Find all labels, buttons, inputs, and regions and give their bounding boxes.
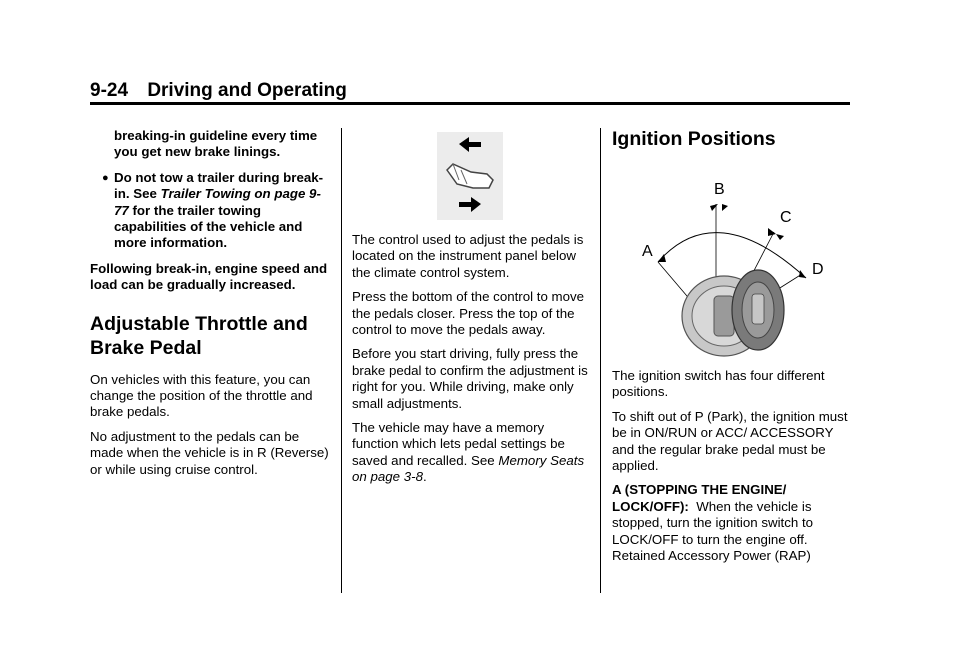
paragraph: Before you start driving, fully press the brake pedal to confirm the adjustment is right for you. While driving, make only small adjustments.	[352, 346, 588, 411]
ignition-heading: Ignition Positions	[612, 128, 776, 150]
paragraph	[352, 420, 592, 486]
position-label-c: C	[780, 209, 792, 226]
column-1	[90, 128, 332, 486]
pedal-control-figure	[437, 132, 503, 220]
paragraph: To shift out of P (Park), the ignition must be in ON/RUN or ACC/ ACCESSORY and the regular brake pedal must be applied.	[612, 408, 848, 474]
bullet-text-end: for the trailer towing capabilities of the vehicle and more information.	[114, 202, 303, 251]
paragraph: Press the bottom of the control to move the pedals closer. Press the top of the control to move the pedals away.	[352, 289, 585, 338]
header-rule	[90, 102, 850, 105]
page-header	[90, 80, 347, 102]
column-divider-2	[600, 128, 601, 593]
cross-reference-link[interactable]: Memory Seats on page 3-8	[352, 452, 585, 485]
bullet-text: Do not tow a trailer during break-in. See	[114, 169, 324, 202]
paragraph: On vehicles with this feature, you can change the position of the throttle and brake pedals.	[90, 371, 313, 420]
page-number: 9-24	[90, 80, 129, 101]
paragraph-text-end: .	[422, 469, 427, 485]
section-title: Driving and Operating	[147, 80, 347, 101]
paragraph-text: The vehicle may have a memory function which lets pedal settings be saved and recalled. See	[352, 420, 565, 468]
ignition-switch-icon	[636, 178, 836, 358]
bullet-continuation: breaking-in guideline every time you get new brake linings.	[114, 128, 318, 160]
column-divider-1	[341, 128, 342, 593]
bullet-dot-icon: ●	[102, 171, 109, 184]
section-heading: Adjustable Throttle and Brake Pedal	[90, 312, 308, 359]
position-a-text: When the vehicle is stopped, turn the ignition switch to LOCK/OFF to turn the engine off. Retained Accessory Power (RAP)	[612, 498, 814, 564]
paragraph	[612, 482, 852, 564]
column-3	[612, 368, 852, 572]
pedal-control-icon	[437, 132, 503, 220]
position-label-a: A	[642, 243, 653, 260]
paragraph: The control used to adjust the pedals is located on the instrument panel below the climate control system.	[352, 232, 584, 280]
position-label-d: D	[812, 261, 824, 278]
cross-reference-link[interactable]: Trailer Towing on page 9-77	[114, 186, 321, 218]
bullet-item	[90, 170, 332, 252]
position-a-label: A (STOPPING THE ENGINE/ LOCK/OFF):	[612, 482, 787, 514]
breakin-paragraph: Following break-in, engine speed and load can be gradually increased.	[90, 260, 328, 293]
paragraph: No adjustment to the pedals can be made when the vehicle is in R (Reverse) or while using cruise control.	[90, 428, 329, 477]
position-label-b: B	[714, 181, 725, 198]
paragraph: The ignition switch has four different positions.	[612, 368, 825, 400]
column-2	[352, 232, 592, 494]
ignition-switch-figure	[636, 178, 836, 358]
